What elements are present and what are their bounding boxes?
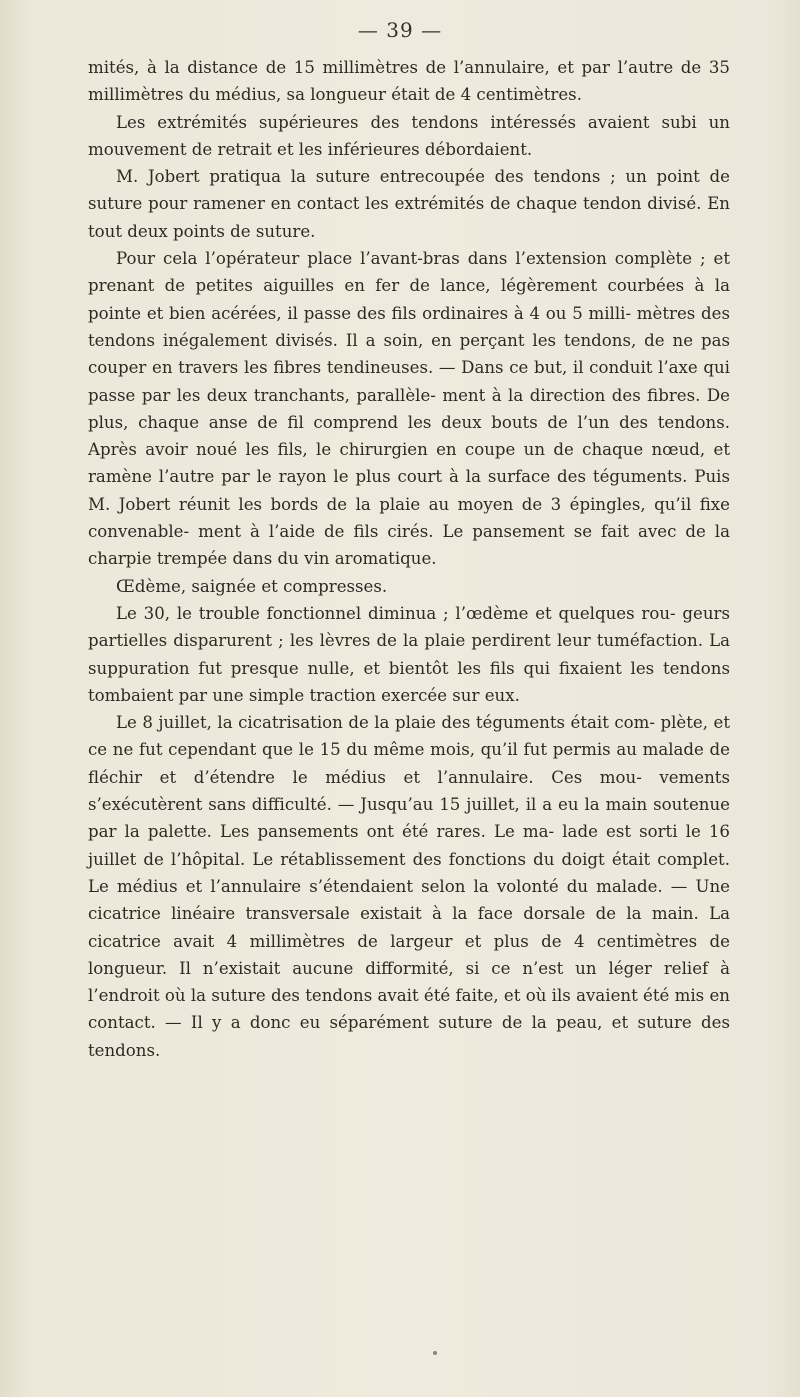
paragraph: Œdème, saignée et compresses. — [116, 576, 388, 596]
body-text — [88, 54, 730, 1064]
paragraph: Le 30, le trouble fonctionnel diminua ; l’œdème et quelques rou- geurs partielles disparurent ; les lèvres de la plaie perdirent leur tuméfaction. La suppuration fut presque nulle, et bientôt les fils qui fixaient les tendons tombaient par une simple traction exercée sur eux. — [88, 603, 730, 705]
paragraph: Pour cela l’opérateur place l’avant-bras dans l’extension complète ; et prenant de petites aiguilles en fer de lance, légèrement courbées à la pointe et bien acérées, il passe des fils ordinaires à 4 ou 5 milli- mètres des tendons inégalement divisés. Il a soin, en perçant les tendons, de ne pas couper en travers les fibres tendineuses. — Dans ce but, il conduit l’axe qui passe par les deux tranchants, parallèle- ment à la direction des fibres. De plus, chaque anse de fil comprend les deux bouts de l’un des tendons. Après avoir noué les fils, le chirurgien en coupe un de chaque nœud, et ramène l’autre par le rayon le plus court à la surface des téguments. Puis M. Jobert réunit les bords de la plaie au moyen de 3 épingles, qu’il fixe convenable- ment à l’aide de fils cirés. Le pansement se fait avec de la charpie trempée dans du vin aromatique. — [88, 249, 730, 569]
paper-speck — [433, 1351, 437, 1355]
paragraph: Les extrémités supérieures des tendons intéressés avaient subi un mouvement de retrait et les inférieures débordaient. — [88, 112, 730, 159]
paragraph: Le 8 juillet, la cicatrisation de la plaie des téguments était com- plète, et ce ne fut cependant que le 15 du même mois, qu’il fut permis au malade de fléchir et d’étendre le médius et l’annulaire. Ces mou- vements s’exécutèrent sans difficulté. — Jusqu’au 15 juillet, il a eu la main soutenue par la palette. Les pansements ont été rares. Le ma- lade est sorti le 16 juillet de l’hôpital. Le rétablissement des fonctions du doigt était complet. Le médius et l’annulaire s’étendaient selon la volonté du malade. — Une cicatrice linéaire transversale existait à la face dorsale de la main. La cicatrice avait 4 millimètres de largeur et plus de 4 centimètres de longueur. Il n’existait aucune difformité, si ce n’est un léger relief à l’endroit où la suture des tendons avait été faite, et où ils avaient été mis en contact. — Il y a donc eu séparément suture de la peau, et suture des tendons. — [88, 713, 730, 1060]
page-number: — 39 — — [357, 18, 443, 42]
paragraph: M. Jobert pratiqua la suture entrecoupée des tendons ; un point de suture pour ramener en contact les extrémités de chaque tendon divisé. En tout deux points de suture. — [88, 167, 730, 241]
paragraph: mités, à la distance de 15 millimètres de l’annulaire, et par l’autre de 35 millimètres du médius, sa longueur était de 4 centimètres. — [88, 58, 730, 105]
